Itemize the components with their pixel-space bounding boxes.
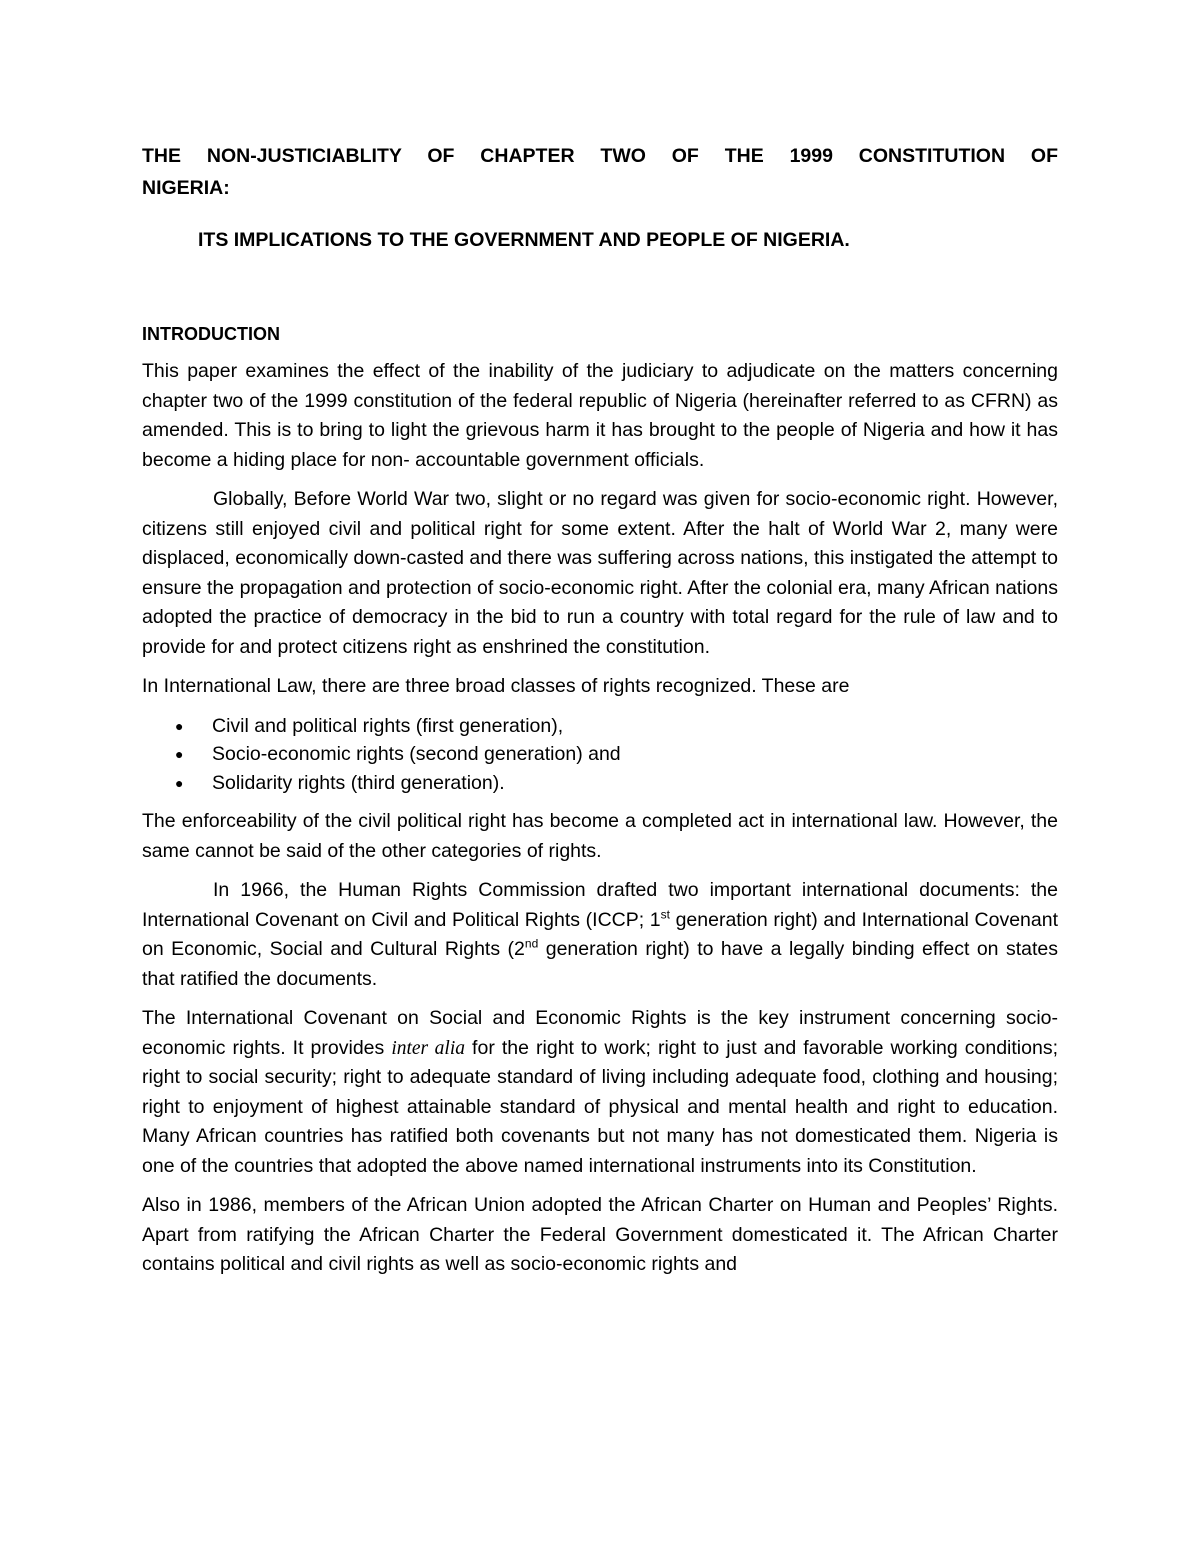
paragraph-1: This paper examines the effect of the inability of the judiciary to adjudicate on the matters concerning chapter two of the 1999 constitution of the federal republic of Nigeria (hereinafter referred to as CFRN) as amended. This is to bring to light the grievous harm it has brought to the people of Nigeria and how it has become a hiding place for non- accountable government officials. [142,360,1058,471]
paragraph-5-text-b: generation right) and International Covenant on Economic, Social and Cultural Rights (2 [142,908,1058,960]
document-title-line-2: NIGERIA: [142,177,230,199]
bullet-icon: ● [175,746,184,762]
paragraph-2: Globally, Before World War two, slight or no regard was given for socio-economic right. However, citizens still enjoyed civil and political right for some extent. After the halt of World War 2, many were displaced, economically down-casted and there was suffering across nations, this instigated the attempt to ensure the propagation and protection of socio-economic right. After the colonial era, many African nations adopted the practice of democracy in the bid to run a country with total regard for the rule of law and to provide for and protect citizens right as enshrined the constitution. [142,488,1058,658]
bullet-item [142,712,1058,741]
paragraph-6 [142,1004,1058,1181]
superscript-nd: nd [524,936,539,951]
paragraph-6-text-a: The International Covenant on Social and Economic Rights is the key instrument concerning socio-economic rights. It provides [142,1007,1058,1059]
bullet-item [142,769,1058,798]
bullet-icon: ● [175,774,184,791]
paragraph-3: In International Law, there are three broad classes of rights recognized. These are [142,675,850,697]
superscript-st: st [660,907,670,921]
rights-bullet-list [142,712,1058,798]
paragraph-7: Also in 1986, members of the African Union adopted the African Charter on Human and Peoples’ Rights. Apart from ratifying the African Charter the Federal Government domesticated it. The African Charter contains political and civil rights as well as socio-economic rights and [142,1194,1058,1275]
bullet-item [142,740,1058,769]
bullet-icon: ● [175,717,184,734]
bullet-item-text: Civil and political rights (first generation), [212,714,564,737]
bullet-item-text: Socio-economic rights (second generation) and [212,743,621,765]
document-subtitle: ITS IMPLICATIONS TO THE GOVERNMENT AND PEOPLE OF NIGERIA. [198,229,850,251]
paragraph-4: The enforceability of the civil political right has become a completed act in international law. However, the same cannot be said of the other categories of rights. [142,810,1058,862]
section-heading-introduction: INTRODUCTION [142,324,280,344]
paragraph-5 [142,876,1058,994]
paragraph-5-text-a: In 1966, the Human Rights Commission drafted two important international documents: the International Covenant on Civil and Political Rights (ICCP; 1 [142,879,1058,931]
paragraph-5-text-c: generation right) to have a legally binding effect on states that ratified the documents. [142,938,1058,990]
latin-phrase: inter alia [391,1037,465,1059]
document-title-line-1: THE NON-JUSTICIABLITY OF CHAPTER TWO OF THE 1999 CONSTITUTION OF [142,145,1058,167]
bullet-item-text: Solidarity rights (third generation). [212,771,505,794]
paragraph-6-text-b: for the right to work; right to just and favorable working conditions; right to social security; right to adequate standard of living including adequate food, clothing and housing; right to enjoyment of highest attainable standard of physical and mental health and right to education. Many African countries has ratified both covenants but not many has not domesticated them. Nigeria is one of the countries that adopted the above named international instruments into its Constitution. [142,1036,1058,1177]
document-page [142,140,1058,1290]
